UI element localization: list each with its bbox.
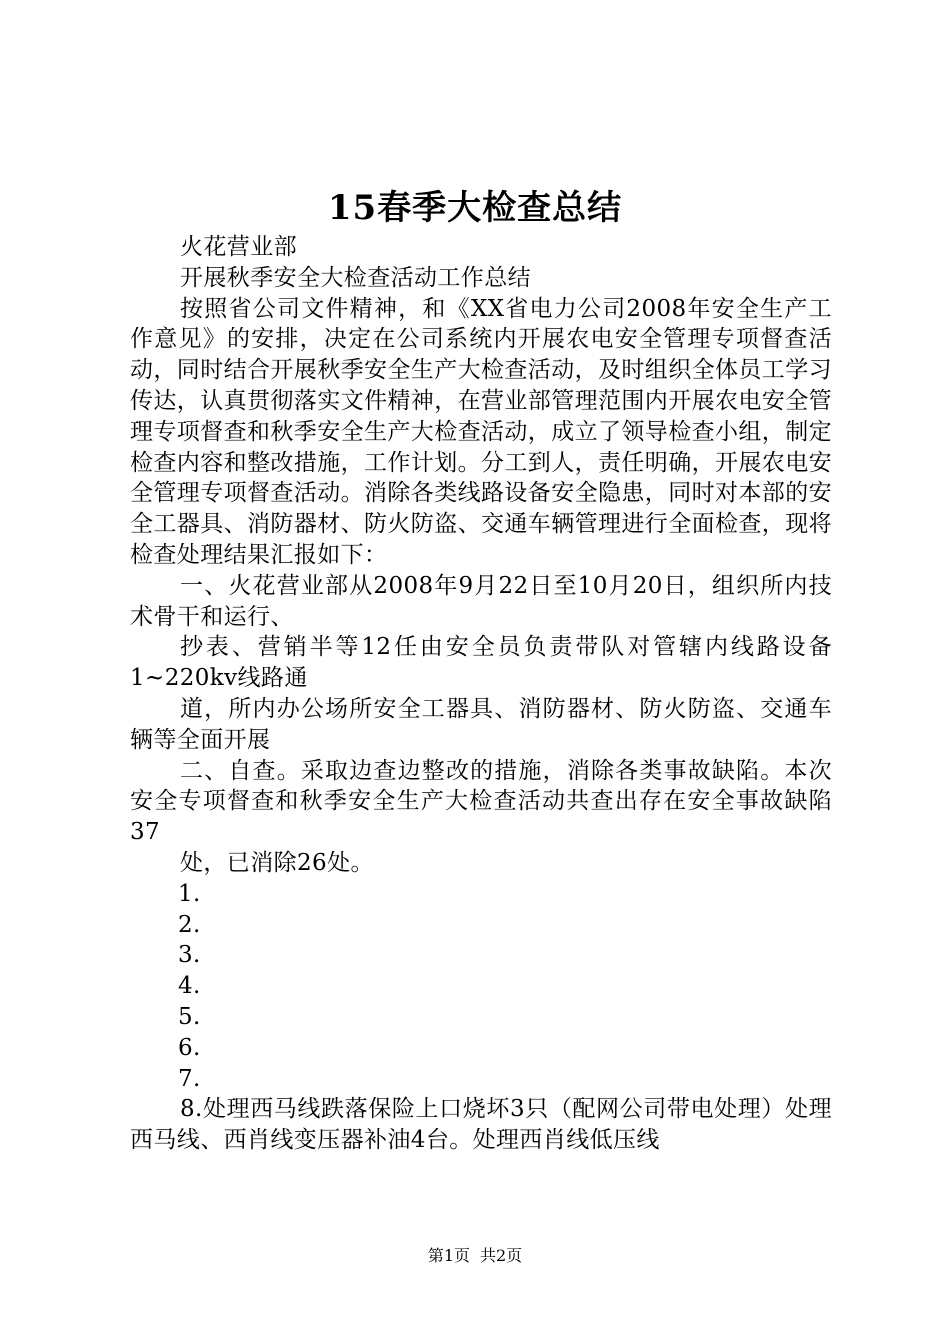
department-name: 火花营业部 (180, 234, 297, 260)
document-title: 15春季大检查总结 (327, 188, 623, 228)
document-body (130, 232, 832, 1156)
section-one-continued: 抄表、营销半等12任由安全员负责带队对管辖内线路设备1~220kv线路通 (130, 634, 832, 692)
page-total: 共2页 (480, 1246, 523, 1265)
section-one-paragraph: 一、火花营业部从2008年9月22日至10月20日，组织所内技术骨干和运行、 (130, 572, 832, 630)
list-item: 4. (178, 973, 201, 1000)
section-two-continued: 处，已消除26处。 (180, 849, 374, 876)
list-item: 5. (178, 1003, 201, 1030)
list-item: 6. (178, 1034, 201, 1061)
list-item: 3. (178, 942, 201, 969)
list-item-8-paragraph: 8.处理西马线跌落保险上口烧坏3只（配网公司带电处理）处理西马线、西肖线变压器补油4台。处理西肖线低压线 (130, 1096, 832, 1154)
report-subtitle: 开展秋季安全大检查活动工作总结 (180, 264, 531, 291)
list-item: 7. (178, 1065, 201, 1092)
list-item: 2. (178, 911, 201, 938)
section-one-continued-2: 道，所内办公场所安全工器具、消防器材、防火防盗、交通车辆等全面开展 (130, 695, 832, 753)
page-number: 第1页 (427, 1246, 470, 1265)
section-two-paragraph: 二、自查。采取边查边整改的措施，消除各类事故缺陷。本次安全专项督查和秋季安全生产大检查活动共查出存在安全事故缺陷37 (130, 757, 832, 846)
list-item: 1. (178, 880, 201, 907)
intro-paragraph: 按照省公司文件精神，和《XX省电力公司2008年安全生产工作意见》的安排，决定在公司系统内开展农电安全管理专项督查活动，同时结合开展秋季安全生产大检查活动，及时组织全体员工学习传达，认真贯彻落实文件精神，在营业部管理范围内开展农电安全管理专项督查和秋季安全生产大检查活动，成立了领导检查小组，制定检查内容和整改措施，工作计划。分工到人，责任明确，开展农电安全管理专项督查活动。消除各类线路设备安全隐患，同时对本部的安全工器具、消防器材、防火防盗、交通车辆管理进行全面检查，现将检查处理结果汇报如下： (130, 295, 832, 568)
page-footer (0, 1244, 950, 1268)
